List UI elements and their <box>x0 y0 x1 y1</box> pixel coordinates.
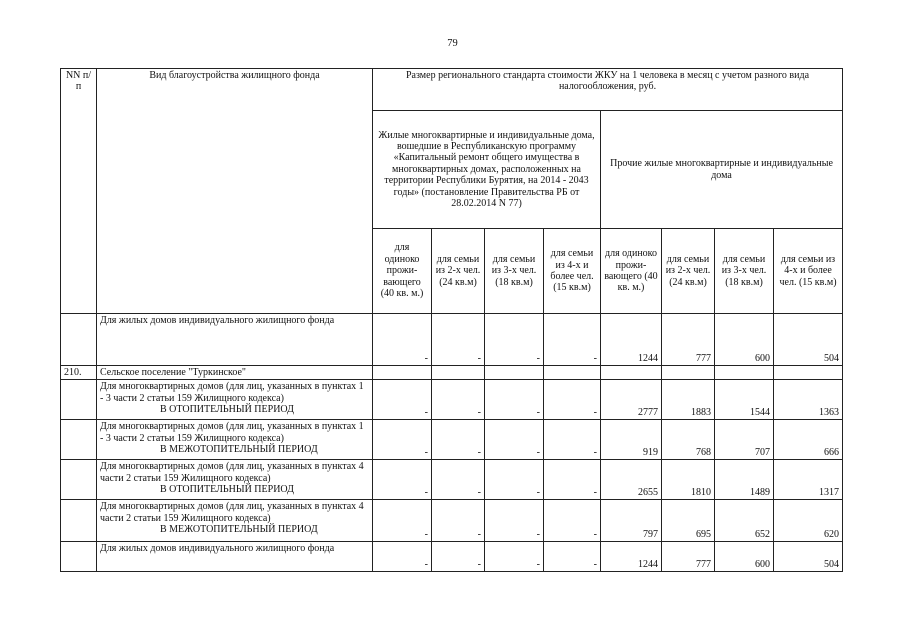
value-cell: - <box>432 380 485 420</box>
housing-standard-table <box>60 68 843 572</box>
value-cell: 504 <box>774 314 843 366</box>
value-cell: 1363 <box>774 380 843 420</box>
value-cell: 797 <box>601 500 662 542</box>
row-number <box>61 460 97 500</box>
value-cell: - <box>373 460 432 500</box>
row-number <box>61 542 97 572</box>
value-cell: 777 <box>662 314 715 366</box>
row-period-label: В ОТОПИТЕЛЬНЫЙ ПЕРИОД <box>160 404 294 416</box>
value-cell: 768 <box>662 420 715 460</box>
value-cell: 695 <box>662 500 715 542</box>
row-period-label: В ОТОПИТЕЛЬНЫЙ ПЕРИОД <box>160 484 294 496</box>
row-description-text: Сельское поселение "Туркинское" <box>100 367 246 378</box>
table-row <box>61 420 843 460</box>
value-cell: 1244 <box>601 542 662 572</box>
row-number <box>61 380 97 420</box>
subcol-other-4: для семьи из 4-х и более чел. (15 кв.м) <box>774 229 843 314</box>
value-cell: 2655 <box>601 460 662 500</box>
header-group-program: Жилые многоквартирные и индивидуальные дома, вошедшие в Республиканскую программу «Капитальный ремонт общего имущества в многоквартирных домах, расположенных на территории Республики Бурятия, на 2014 - 2043 годы» (постановление Правительства РБ от 28.02.2014 N 77) <box>373 111 601 229</box>
subcol-other-3: для семьи из 3-х чел. (18 кв.м) <box>715 229 774 314</box>
value-cell <box>432 366 485 380</box>
value-cell: 777 <box>662 542 715 572</box>
value-cell <box>544 366 601 380</box>
table-row <box>61 314 843 366</box>
value-cell: - <box>544 542 601 572</box>
header-nn: NN п/п <box>61 69 97 314</box>
value-cell: - <box>432 420 485 460</box>
table-row <box>61 460 843 500</box>
value-cell: - <box>485 500 544 542</box>
table-row <box>61 500 843 542</box>
value-cell: 1317 <box>774 460 843 500</box>
row-description <box>97 542 373 572</box>
row-number <box>61 314 97 366</box>
row-description-text: Для жилых домов индивидуального жилищного фонда <box>100 315 335 326</box>
row-description-text: Для жилых домов индивидуального жилищного фонда <box>100 543 335 555</box>
row-number <box>61 420 97 460</box>
header-standard: Размер регионального стандарта стоимости ЖКУ на 1 человека в месяц с учетом разного вида налогообложения, руб. <box>373 69 843 111</box>
value-cell: 666 <box>774 420 843 460</box>
value-cell: - <box>485 420 544 460</box>
subcol-other-1: для одиноко прожи- вающего (40 кв. м.) <box>601 229 662 314</box>
value-cell: - <box>485 542 544 572</box>
value-cell: 504 <box>774 542 843 572</box>
value-cell <box>715 366 774 380</box>
subcol-program-4: для семьи из 4-х и более чел. (15 кв.м) <box>544 229 601 314</box>
table-body <box>61 314 843 572</box>
value-cell: - <box>373 380 432 420</box>
value-cell: 1883 <box>662 380 715 420</box>
table-row <box>61 542 843 572</box>
value-cell: - <box>432 314 485 366</box>
subcol-program-3: для семьи из 3-х чел. (18 кв.м) <box>485 229 544 314</box>
value-cell: - <box>544 314 601 366</box>
row-description <box>97 380 373 420</box>
value-cell: 600 <box>715 314 774 366</box>
row-description <box>97 500 373 542</box>
header-type: Вид благоустройства жилищного фонда <box>97 69 373 314</box>
value-cell <box>601 366 662 380</box>
value-cell: 1244 <box>601 314 662 366</box>
subcol-program-2: для семьи из 2-х чел. (24 кв.м) <box>432 229 485 314</box>
value-cell: 707 <box>715 420 774 460</box>
row-description-text: Для многоквартирных домов (для лиц, указанных в пунктах 1 - 3 части 2 статьи 159 Жилищного кодекса) <box>100 421 364 444</box>
value-cell: - <box>485 460 544 500</box>
value-cell <box>485 366 544 380</box>
row-number <box>61 500 97 542</box>
page-number: 79 <box>447 38 458 49</box>
value-cell: 652 <box>715 500 774 542</box>
row-description <box>97 314 373 366</box>
value-cell: 600 <box>715 542 774 572</box>
value-cell: - <box>544 460 601 500</box>
value-cell: 1810 <box>662 460 715 500</box>
value-cell: 919 <box>601 420 662 460</box>
row-period-label: В МЕЖОТОПИТЕЛЬНЫЙ ПЕРИОД <box>160 524 318 536</box>
row-description <box>97 366 373 380</box>
row-description-text: Для многоквартирных домов (для лиц, указанных в пунктах 4 части 2 статьи 159 Жилищного кодекса) <box>100 461 364 484</box>
value-cell: - <box>373 420 432 460</box>
value-cell: 1544 <box>715 380 774 420</box>
header-row-1 <box>61 69 843 111</box>
table-row <box>61 380 843 420</box>
value-cell: - <box>373 500 432 542</box>
subcol-program-1: для одиноко прожи- вающего (40 кв. м.) <box>373 229 432 314</box>
value-cell: - <box>373 314 432 366</box>
value-cell <box>774 366 843 380</box>
value-cell: 2777 <box>601 380 662 420</box>
row-number: 210. <box>61 366 97 380</box>
value-cell <box>373 366 432 380</box>
value-cell: - <box>432 542 485 572</box>
row-description-text: Для многоквартирных домов (для лиц, указанных в пунктах 1 - 3 части 2 статьи 159 Жилищного кодекса) <box>100 381 364 404</box>
table-row <box>61 366 843 380</box>
row-period-label: В МЕЖОТОПИТЕЛЬНЫЙ ПЕРИОД <box>160 444 318 456</box>
value-cell: - <box>485 314 544 366</box>
value-cell: 620 <box>774 500 843 542</box>
value-cell: - <box>544 380 601 420</box>
value-cell: - <box>485 380 544 420</box>
value-cell: - <box>373 542 432 572</box>
row-description <box>97 460 373 500</box>
value-cell: - <box>544 420 601 460</box>
row-description <box>97 420 373 460</box>
value-cell: - <box>544 500 601 542</box>
row-description-text: Для многоквартирных домов (для лиц, указанных в пунктах 4 части 2 статьи 159 Жилищного кодекса) <box>100 501 364 524</box>
value-cell: 1489 <box>715 460 774 500</box>
value-cell: - <box>432 460 485 500</box>
header-group-other: Прочие жилые многоквартирные и индивидуальные дома <box>601 111 843 229</box>
subcol-other-2: для семьи из 2-х чел. (24 кв.м) <box>662 229 715 314</box>
value-cell: - <box>432 500 485 542</box>
value-cell <box>662 366 715 380</box>
